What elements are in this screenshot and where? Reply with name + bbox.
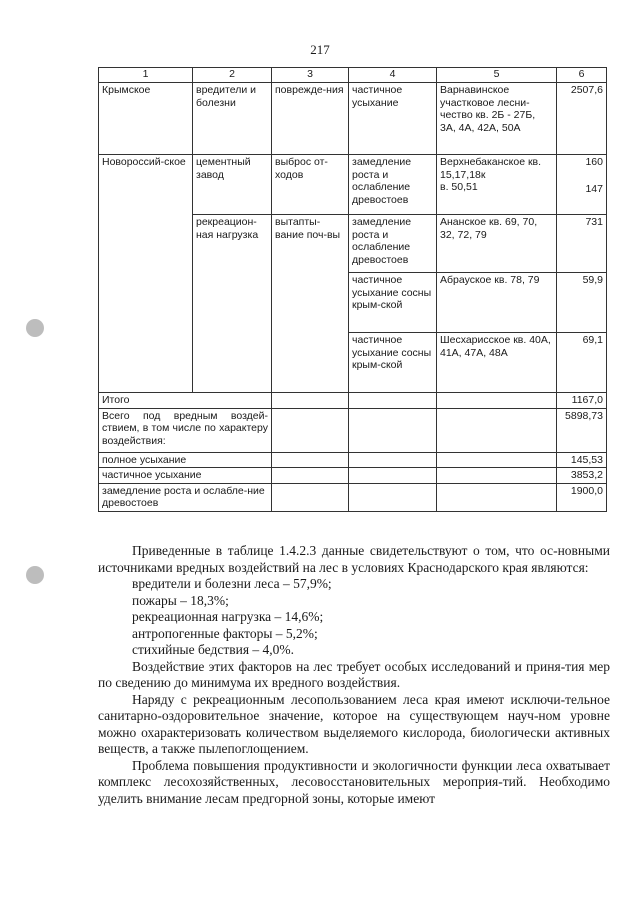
location-cell: Ананское кв. 69, 70, 32, 72, 79 <box>437 215 557 273</box>
list-item: рекреационная нагрузка – 14,6%; <box>132 609 324 624</box>
paragraph: Проблема повышения продуктивности и экологичности функции леса охватывает комплекс лесохозяйственных, лесовосстановительных мероприя-тий. Необходимо уделить внимание лесам предгорной зоны, которые имеют <box>98 757 610 806</box>
empty-cell <box>437 468 557 484</box>
col-header: 1 <box>99 68 193 83</box>
total-value: 5898,73 <box>557 408 607 452</box>
total-value: 1900,0 <box>557 483 607 511</box>
table-row <box>99 393 607 409</box>
damage-cell: вытапты-вание поч-вы <box>272 215 349 273</box>
empty-cell <box>437 483 557 511</box>
col-header: 6 <box>557 68 607 83</box>
empty-cell <box>437 452 557 468</box>
area-cell: 69,1 <box>557 333 607 393</box>
paragraph-intro: Приведенные в таблице 1.4.2.3 данные свидетельствуют о том, что ос-новными источниками вредных воздействий на лес в условиях Краснодарского края являются: <box>98 543 610 575</box>
paragraph: Наряду с рекреационным лесопользованием леса края имеют исключи-тельное санитарно-оздоровительное значение, которое на существующем науч-ном уровне можно охарактеризовать количеством выделяемого кислорода, биологически активных веществ, а также пылепоглощением. <box>98 691 610 756</box>
table-row <box>99 333 607 393</box>
area-cell: 59,9 <box>557 273 607 333</box>
region-cell <box>99 333 193 393</box>
region-cell <box>99 273 193 333</box>
damage-cell <box>272 333 349 393</box>
area-value: 147 <box>585 182 603 195</box>
location-cell: Абрауское кв. 78, 79 <box>437 273 557 333</box>
total-value: 3853,2 <box>557 468 607 484</box>
empty-cell <box>272 483 349 511</box>
location-cell <box>437 155 557 215</box>
location-line: в. 50,51 <box>440 181 478 193</box>
empty-cell <box>437 408 557 452</box>
empty-cell <box>349 452 437 468</box>
table-row <box>99 468 607 484</box>
total-value: 1167,0 <box>557 393 607 409</box>
total-value: 145,53 <box>557 452 607 468</box>
total-label: замедление роста и ослабле-ние древостоев <box>99 483 272 511</box>
effect-cell: замедление роста и ослабление древостоев <box>349 155 437 215</box>
effect-cell: частичное усыхание сосны крым-ской <box>349 273 437 333</box>
total-label: частичное усыхание <box>99 468 272 484</box>
source-cell: цементный завод <box>193 155 272 215</box>
region-cell <box>99 215 193 273</box>
damage-cell: поврежде-ния <box>272 83 349 155</box>
col-header: 2 <box>193 68 272 83</box>
effect-cell: частичное усыхание сосны крым-ской <box>349 333 437 393</box>
area-cell <box>557 155 607 215</box>
empty-cell <box>349 408 437 452</box>
total-label: Всего под вредным воздей-ствием, в том числе по характеру воздействия: <box>99 408 272 452</box>
table-row <box>99 83 607 155</box>
table-row <box>99 408 607 452</box>
location-cell: Шесхарисское кв. 40А, 41А, 47А, 48А <box>437 333 557 393</box>
empty-cell <box>272 468 349 484</box>
table-row <box>99 273 607 333</box>
source-cell: вредители и болезни <box>193 83 272 155</box>
effect-cell: замедление роста и ослабление древостоев <box>349 215 437 273</box>
area-cell: 2507,6 <box>557 83 607 155</box>
source-cell <box>193 333 272 393</box>
binder-hole-bottom <box>26 566 44 584</box>
damage-cell: выброс от-ходов <box>272 155 349 215</box>
effect-cell: частичное усыхание <box>349 83 437 155</box>
source-cell <box>193 273 272 333</box>
body-text <box>98 543 610 807</box>
page-number: 217 <box>310 42 330 57</box>
empty-cell <box>272 452 349 468</box>
region-cell: Крымское <box>99 83 193 155</box>
list-item: стихийные бедствия – 4,0%. <box>132 642 295 657</box>
empty-cell <box>272 393 349 409</box>
empty-cell <box>272 408 349 452</box>
empty-cell <box>349 468 437 484</box>
table-row <box>99 483 607 511</box>
area-cell: 731 <box>557 215 607 273</box>
region-cell: Новороссий-ское <box>99 155 193 215</box>
list-item: антропогенные факторы – 5,2%; <box>132 625 318 641</box>
col-header: 4 <box>349 68 437 83</box>
binder-hole-top <box>26 319 44 337</box>
location-line: Верхнебаканское кв. 15,17,18к <box>440 156 542 181</box>
col-header: 5 <box>437 68 557 83</box>
damage-cell <box>272 273 349 333</box>
source-cell: рекреацион-ная нагрузка <box>193 215 272 273</box>
table-row <box>99 215 607 273</box>
col-header: 3 <box>272 68 349 83</box>
empty-cell <box>349 483 437 511</box>
total-label: Итого <box>99 393 272 409</box>
list-item: вредители и болезни леса – 57,9%; <box>132 576 332 591</box>
forest-impact-table <box>98 67 607 512</box>
paragraph: Воздействие этих факторов на лес требует особых исследований и приня-тия мер по сведению до минимума их вредного воздействия. <box>98 658 610 690</box>
empty-cell <box>349 393 437 409</box>
table-row <box>99 155 607 215</box>
table-row <box>99 452 607 468</box>
list-item: пожары – 18,3%; <box>132 592 229 608</box>
table-header-row <box>99 68 607 83</box>
area-value: 160 <box>585 156 603 168</box>
location-cell: Варнавинское участковое лесни-чество кв. 2Б - 27Б, 3А, 4А, 42А, 50А <box>437 83 557 155</box>
empty-cell <box>437 393 557 409</box>
total-label: полное усыхание <box>99 452 272 468</box>
